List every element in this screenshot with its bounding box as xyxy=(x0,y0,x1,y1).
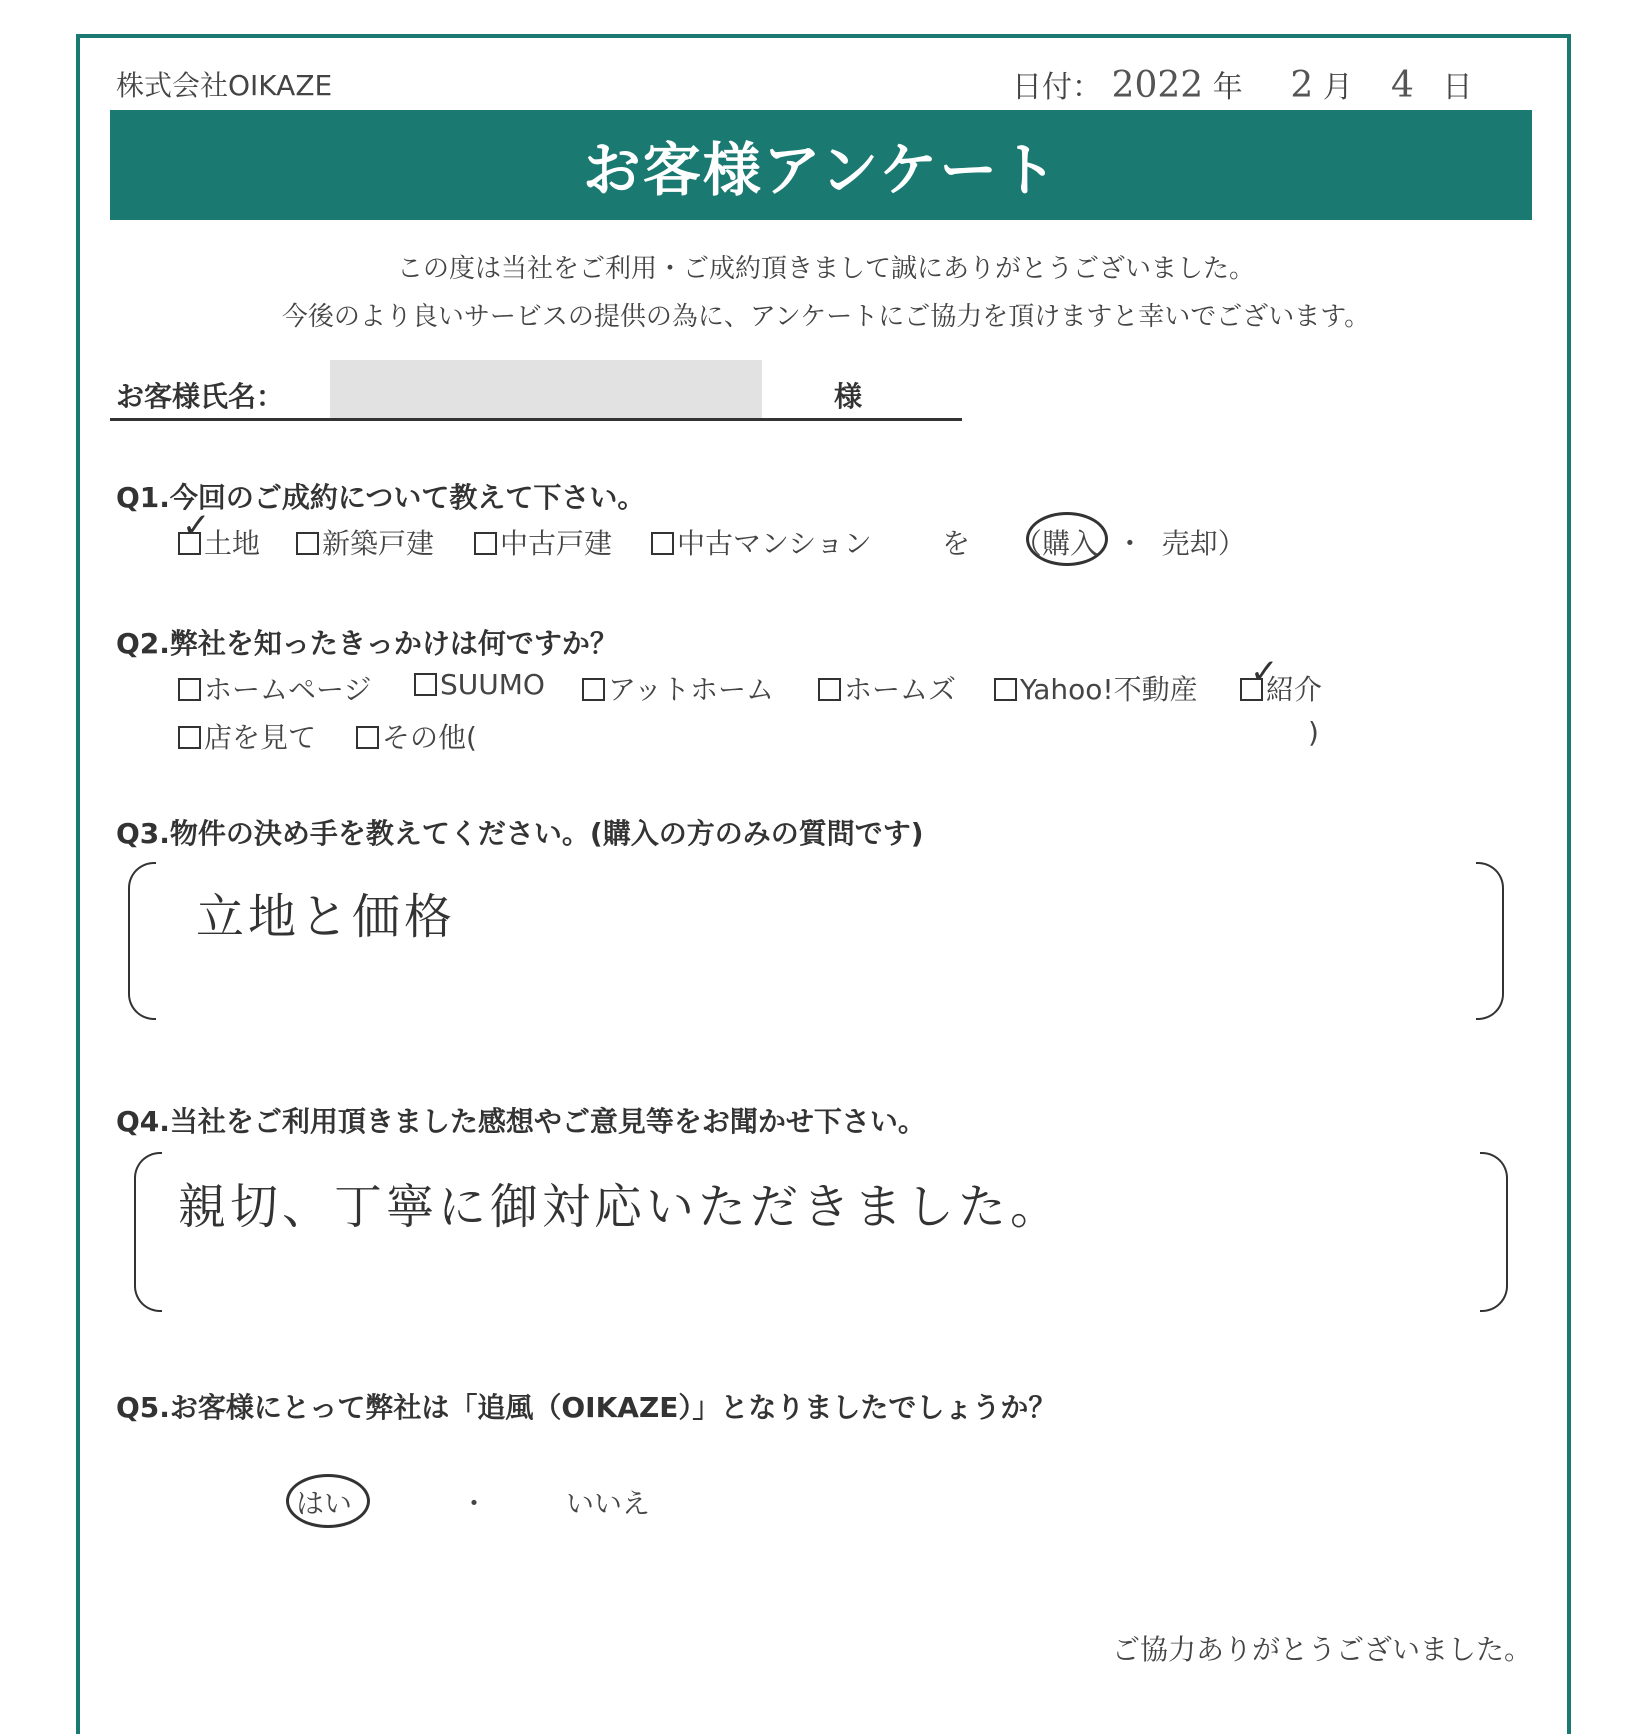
buy-selected-circle xyxy=(1026,512,1108,566)
date-day: 4 xyxy=(1391,65,1414,106)
customer-name-underline xyxy=(110,418,962,421)
checkbox-icon xyxy=(414,673,437,696)
checkbox-icon xyxy=(296,532,319,555)
q1-question: Q1.今回のご成約について教えて下さい。 xyxy=(116,481,646,514)
check-mark-icon: ✓ xyxy=(182,506,211,546)
checkbox-icon xyxy=(178,726,201,749)
intro-line-1: この度は当社をご利用・ご成約頂きまして誠にありがとうございました。 xyxy=(396,254,1255,284)
checkbox-icon xyxy=(356,726,379,749)
q2-option-referral: 紹介 xyxy=(1240,668,1322,708)
checkbox-icon xyxy=(474,532,497,555)
answer-bracket-left xyxy=(134,1152,162,1312)
checkbox-icon xyxy=(582,678,605,701)
intro-line-2: 今後のより良いサービスの提供の為に、アンケートにご協力を頂けますと幸いでございます。 xyxy=(281,302,1371,332)
q5-no: いいえ xyxy=(566,1487,651,1520)
checkbox-icon xyxy=(651,532,674,555)
checkbox-icon xyxy=(994,678,1017,701)
q3-answer: 立地と価格 xyxy=(196,889,457,945)
date-label: 日付： xyxy=(1012,70,1102,105)
company-name: 株式会社OIKAZE xyxy=(116,69,333,102)
q5-question: Q5.お客様にとって弊社は「追風（OIKAZE）」となりましたでしょうか？ xyxy=(116,1391,1057,1424)
q4-question: Q4.当社をご利用頂きました感想やご意見等をお聞かせ下さい。 xyxy=(116,1105,926,1138)
customer-name-suffix: 様 xyxy=(834,380,863,413)
customer-name-redacted xyxy=(330,360,762,418)
q2-option-homepage: ホームページ xyxy=(178,668,371,708)
q4-answer: 親切、丁寧に御対応いただきました。 xyxy=(178,1179,1063,1235)
q1-sell: 売却 xyxy=(1161,527,1218,560)
survey-date xyxy=(1012,62,1473,106)
yes-selected-circle xyxy=(286,1474,370,1528)
q1-option-used-mansion: 中古マンション xyxy=(651,522,872,562)
q2-option-saw-store: 店を見て xyxy=(178,716,316,756)
q2-other-close: ) xyxy=(1308,716,1319,749)
q3-question: Q3.物件の決め手を教えてください。(購入の方のみの質問です) xyxy=(116,817,924,850)
q2-option-athome: アットホーム xyxy=(582,668,774,708)
q1-option-used-house: 中古戸建 xyxy=(474,522,612,562)
title-banner xyxy=(110,110,1532,220)
q2-option-yahoo: Yahoo!不動産 xyxy=(994,668,1198,708)
answer-bracket-right xyxy=(1476,862,1504,1020)
date-year-unit: 年 xyxy=(1212,70,1243,105)
check-mark-icon: ✓ xyxy=(1250,652,1279,692)
q5-yes: はい xyxy=(296,1487,353,1520)
q2-option-suumo: SUUMO xyxy=(414,668,545,701)
checkbox-icon xyxy=(178,678,201,701)
q5-separator: ・ xyxy=(460,1487,489,1520)
date-month-unit: 月 xyxy=(1322,70,1353,105)
date-day-unit: 日 xyxy=(1442,70,1473,105)
q1-particle: を xyxy=(942,527,971,560)
date-month: 2 xyxy=(1290,65,1314,106)
answer-bracket-left xyxy=(128,862,156,1020)
answer-bracket-right xyxy=(1480,1152,1508,1312)
q1-option-land: 土地 xyxy=(178,522,260,562)
q2-question: Q2.弊社を知ったきっかけは何ですか？ xyxy=(116,627,618,660)
date-year: 2022 xyxy=(1111,65,1204,106)
q1-buy: 購入 xyxy=(1042,527,1099,560)
q2-option-homes: ホームズ xyxy=(818,668,956,708)
q1-trade-choice: （購入 ・ 売却） xyxy=(1014,527,1246,560)
q1-option-new-house: 新築戸建 xyxy=(296,522,434,562)
customer-name-label: お客様氏名： xyxy=(116,380,285,413)
footer-thanks: ご協力ありがとうございました。 xyxy=(1112,1633,1533,1666)
page-title: お客様アンケート xyxy=(582,136,1060,204)
q2-option-other: その他( xyxy=(356,716,477,756)
checkbox-icon xyxy=(818,678,841,701)
